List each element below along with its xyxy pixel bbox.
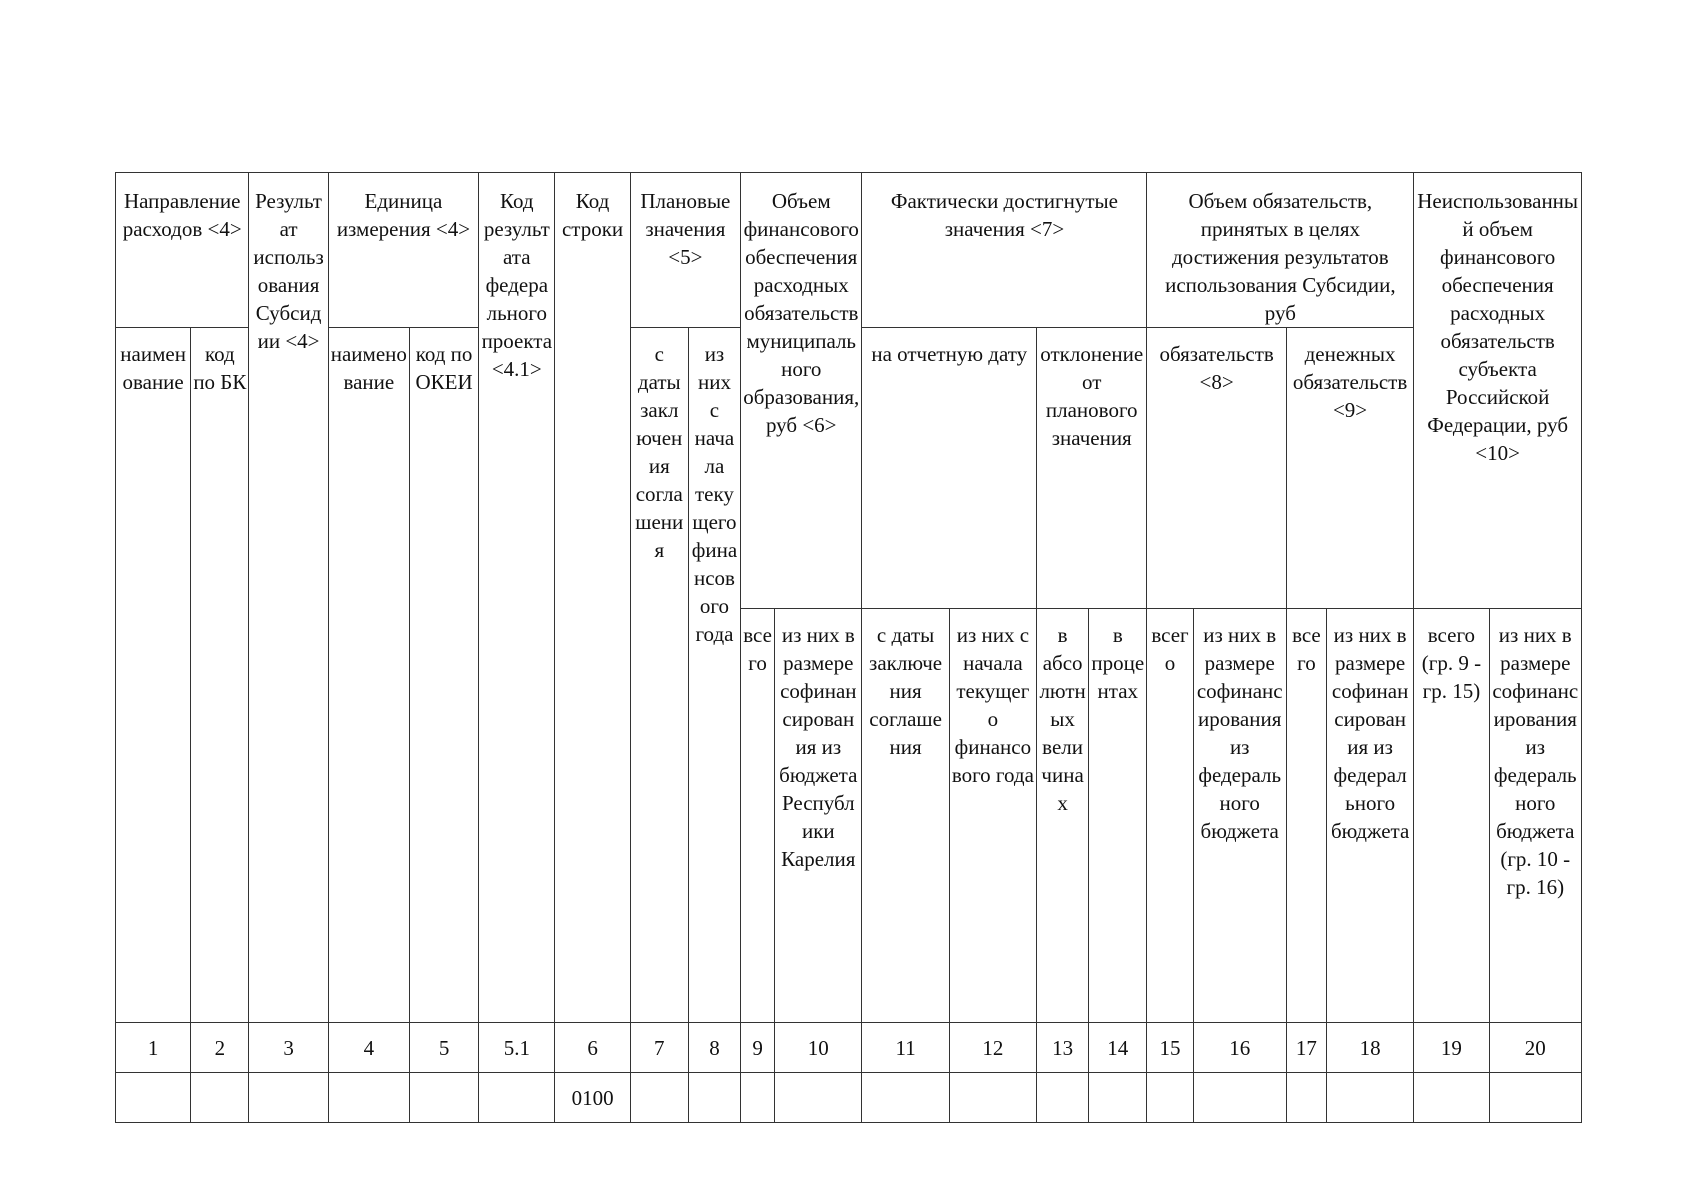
column-number: 19: [1414, 1023, 1489, 1073]
header-financing-volume: Объем финансового обеспечения расходных обязательств муниципального образования, руб <6>: [741, 173, 862, 609]
header-actual-from-year: из них с начала текущего финансового года: [949, 609, 1036, 1023]
header-unit-name: наименование: [328, 328, 409, 1023]
cell-unit-name[interactable]: [328, 1073, 409, 1123]
header-expense-direction: Направление расходов <4>: [116, 173, 249, 328]
cell-line-code: 0100: [555, 1073, 630, 1123]
cell-actual-from-agreement[interactable]: [862, 1073, 949, 1123]
cell-planned-from-agreement[interactable]: [630, 1073, 688, 1123]
header-actual: Фактически достигнутые значения <7>: [862, 173, 1147, 328]
header-actual-at-date: на отчетную дату: [862, 328, 1037, 609]
column-number: 16: [1193, 1023, 1286, 1073]
column-number: 5: [409, 1023, 478, 1073]
header-planned-from-agreement: с даты заключения соглашения: [630, 328, 688, 1023]
header-obligations-volume: Объем обязательств, принятых в целях достижения результатов использования Субсидии, руб: [1147, 173, 1414, 328]
header-unit: Единица измерения <4>: [328, 173, 478, 328]
column-number: 1: [116, 1023, 191, 1073]
cell-federal-project-code[interactable]: [479, 1073, 555, 1123]
column-number: 11: [862, 1023, 949, 1073]
header-actual-from-agreement: с даты заключения соглашения: [862, 609, 949, 1023]
column-numbers-row: [116, 1023, 1582, 1073]
cell-planned-from-year[interactable]: [688, 1073, 740, 1123]
column-number: 5.1: [479, 1023, 555, 1073]
cell-actual-pct[interactable]: [1089, 1073, 1147, 1123]
header-planned-from-year: из них с начала текущего финансового года: [688, 328, 740, 1023]
cell-obligations-of-which[interactable]: [1193, 1073, 1286, 1123]
cell-unused-total[interactable]: [1414, 1073, 1489, 1123]
header-actual-abs: в абсолютных величинах: [1037, 609, 1089, 1023]
header-okei-code: код по ОКЕИ: [409, 328, 478, 1023]
column-number: 20: [1489, 1023, 1581, 1073]
cell-expense-name[interactable]: [116, 1073, 191, 1123]
header-financing-total: всего: [741, 609, 775, 1023]
header-actual-pct: в процентах: [1089, 609, 1147, 1023]
header-obligations-total: всего: [1147, 609, 1193, 1023]
cell-actual-from-year[interactable]: [949, 1073, 1036, 1123]
column-number: 18: [1326, 1023, 1413, 1073]
header-actual-deviation: отклонение от планового значения: [1037, 328, 1147, 609]
column-number: 15: [1147, 1023, 1193, 1073]
cell-okei-code[interactable]: [409, 1073, 478, 1123]
column-number: 17: [1286, 1023, 1326, 1073]
column-number: 4: [328, 1023, 409, 1073]
column-number: 12: [949, 1023, 1036, 1073]
column-number: 10: [775, 1023, 862, 1073]
cell-money-of-which[interactable]: [1326, 1073, 1413, 1123]
column-number: 7: [630, 1023, 688, 1073]
header-unused-of-which: из них в размере софинансирования из федерального бюджета (гр. 10 - гр. 16): [1489, 609, 1581, 1023]
table-row: [116, 1073, 1582, 1123]
header-unused: Неиспользованный объем финансового обеспечения расходных обязательств субъекта Российской Федерации, руб <10>: [1414, 173, 1582, 609]
cell-financing-of-which[interactable]: [775, 1073, 862, 1123]
header-subsidy-result: Результат использования Субсидии <4>: [249, 173, 328, 1023]
column-number: 2: [191, 1023, 249, 1073]
header-unused-total: всего (гр. 9 - гр. 15): [1414, 609, 1489, 1023]
header-money-obligations: денежных обязательств <9>: [1286, 328, 1413, 609]
cell-actual-abs[interactable]: [1037, 1073, 1089, 1123]
header-expense-name: наименование: [116, 328, 191, 1023]
header-obligations: обязательств <8>: [1147, 328, 1286, 609]
column-number: 6: [555, 1023, 630, 1073]
report-table: [115, 172, 1582, 1123]
cell-money-total[interactable]: [1286, 1073, 1326, 1123]
header-money-of-which: из них в размере софинансирования из федерального бюджета: [1326, 609, 1413, 1023]
column-number: 13: [1037, 1023, 1089, 1073]
header-money-total: всего: [1286, 609, 1326, 1023]
column-number: 9: [741, 1023, 775, 1073]
header-bk-code: код по БК: [191, 328, 249, 1023]
header-financing-of-which: из них в размере софинансирования из бюджета Республики Карелия: [775, 609, 862, 1023]
column-number: 14: [1089, 1023, 1147, 1073]
cell-financing-total[interactable]: [741, 1073, 775, 1123]
cell-bk-code[interactable]: [191, 1073, 249, 1123]
cell-obligations-total[interactable]: [1147, 1073, 1193, 1123]
cell-subsidy-result[interactable]: [249, 1073, 328, 1123]
column-number: 3: [249, 1023, 328, 1073]
header-planned: Плановые значения <5>: [630, 173, 740, 328]
column-number: 8: [688, 1023, 740, 1073]
cell-unused-of-which[interactable]: [1489, 1073, 1581, 1123]
header-line-code: Код строки: [555, 173, 630, 1023]
header-federal-project-code: Код результата федерального проекта <4.1>: [479, 173, 555, 1023]
header-obligations-of-which: из них в размере софинансирования из федерального бюджета: [1193, 609, 1286, 1023]
